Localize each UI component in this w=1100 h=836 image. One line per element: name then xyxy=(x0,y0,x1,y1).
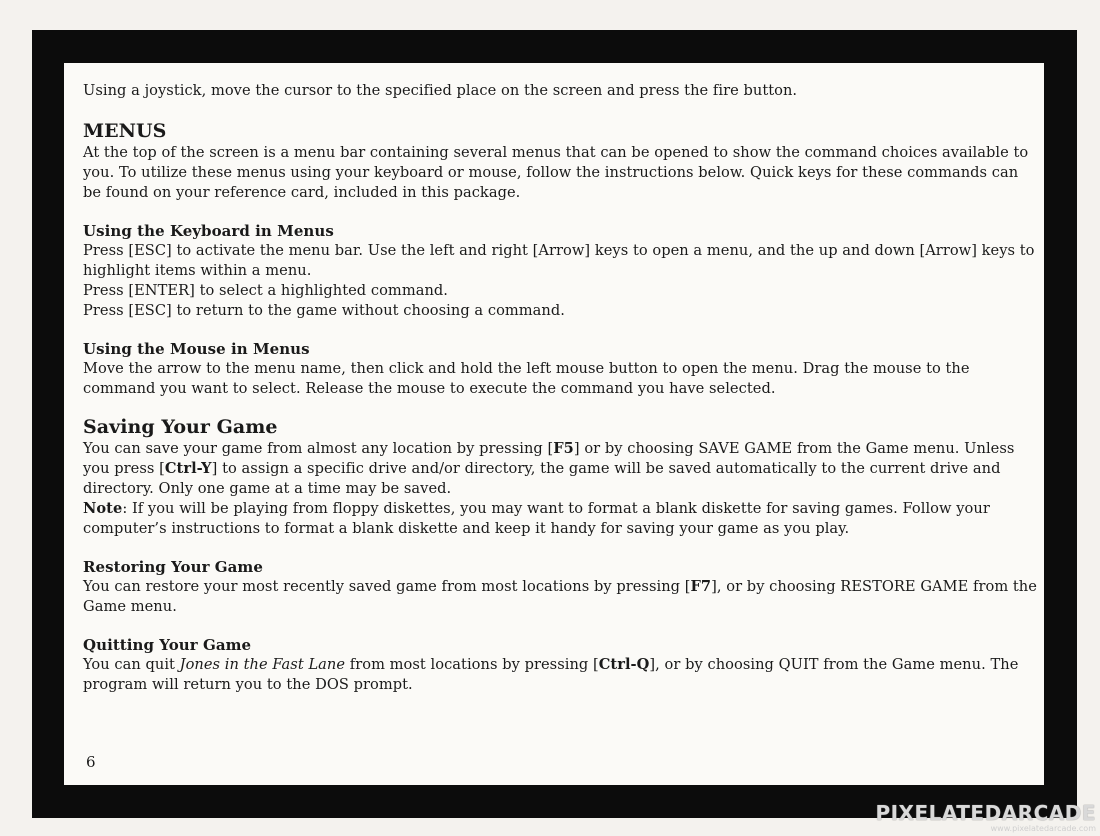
saving-text-1: You can save your game from almost any location by pressing [ xyxy=(83,440,554,457)
saving-text-3: ] to assign a specific drive and/or directory, the game will be saved automatically to the current drive and directory. Only one game at a time may be saved. xyxy=(83,460,1001,497)
quitting-heading: Quitting Your Game xyxy=(83,636,252,654)
saving-section xyxy=(83,415,1038,539)
saving-body xyxy=(83,439,1038,499)
quitting-text-1: You can quit xyxy=(83,656,180,673)
saving-text-2: ] or by choosing SAVE GAME from the Game menu. Unless you press [ xyxy=(83,440,1015,477)
keyboard-heading: Using the Keyboard in Menus xyxy=(83,222,334,240)
watermark-url: www.pixelatedarcade.com xyxy=(990,824,1096,833)
site-watermark xyxy=(875,802,1096,833)
quitting-section xyxy=(83,635,1038,695)
quit-key: Ctrl-Q xyxy=(598,656,650,673)
menus-section xyxy=(83,119,1038,203)
restoring-body xyxy=(83,577,1038,617)
game-title: Jones in the Fast Lane xyxy=(179,656,346,673)
keyboard-section xyxy=(83,221,1038,321)
restoring-heading: Restoring Your Game xyxy=(83,558,263,576)
keyboard-line-1: Press [ESC] to activate the menu bar. Use the left and right [Arrow] keys to open a menu, and the up and down [Arrow] keys to highlight items within a menu. xyxy=(83,242,1035,279)
quitting-text-3: ], or by choosing QUIT from the Game menu. The program will return you to the DOS prompt. xyxy=(83,656,1019,693)
restoring-section xyxy=(83,557,1038,617)
saving-note xyxy=(83,499,1038,539)
saving-heading: Saving Your Game xyxy=(83,416,278,438)
manual-page xyxy=(64,63,1044,785)
drive-key: Ctrl-Y xyxy=(164,460,212,477)
quitting-text-2: from most locations by pressing [ xyxy=(345,656,599,673)
quitting-body xyxy=(83,655,1038,695)
menus-body: At the top of the screen is a menu bar containing several menus that can be opened to show the command choices available to you. To utilize these menus using your keyboard or mouse, follow the instructions below. Quick keys for these commands can be found on your reference card, included in this package. xyxy=(83,144,1029,201)
watermark-logo: PIXELATEDARCADE xyxy=(875,801,1096,825)
save-key: F5 xyxy=(553,440,574,457)
mouse-section xyxy=(83,339,1038,399)
page-content xyxy=(83,81,1038,713)
restoring-text-2: ], or by choosing RESTORE GAME from the Game menu. xyxy=(83,578,1037,615)
page-number: 6 xyxy=(86,753,96,771)
mouse-body: Move the arrow to the menu name, then click and hold the left mouse button to open the menu. Drag the mouse to the command you want to select. Release the mouse to execute the command you have selected. xyxy=(83,360,970,397)
keyboard-line-2: Press [ENTER] to select a highlighted command. xyxy=(83,282,448,299)
note-label: Note xyxy=(83,500,123,517)
restoring-text-1: You can restore your most recently saved game from most locations by pressing [ xyxy=(83,578,691,595)
restore-key: F7 xyxy=(690,578,712,595)
menus-heading: MENUS xyxy=(83,120,167,142)
intro-text: Using a joystick, move the cursor to the specified place on the screen and press the fire button. xyxy=(83,82,798,99)
mouse-heading: Using the Mouse in Menus xyxy=(83,340,310,358)
keyboard-line-3: Press [ESC] to return to the game without choosing a command. xyxy=(83,302,565,319)
note-text: : If you will be playing from floppy diskettes, you may want to format a blank diskette for saving games. Follow your computer’s instructions to format a blank diskette and keep it handy for saving your game as you play. xyxy=(83,500,990,537)
